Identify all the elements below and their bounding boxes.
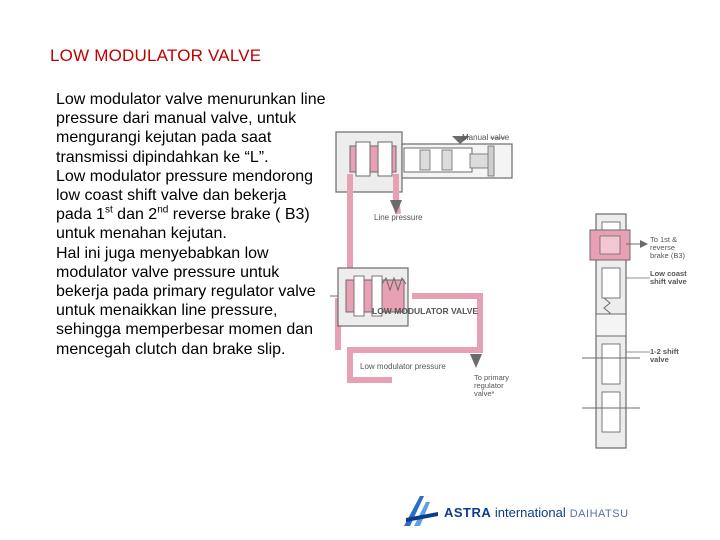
label-to-brake-line-3: brake (B3): [650, 251, 686, 260]
logo-international: international: [491, 505, 566, 520]
label-shift12-line-1: 1-2 shift: [650, 347, 679, 356]
superscript-nd: nd: [157, 204, 169, 216]
label-to-brake-line-2: reverse: [650, 243, 676, 252]
label-low-modulator-pressure: Low modulator pressure: [360, 362, 446, 371]
label-shift12-line-2: valve: [650, 355, 669, 364]
paragraph-1: Low modulator valve menurunkan line pressure dari manual valve, untuk mengurangi kejutan pada saat transmissi dipindahkan ke “L”.: [56, 91, 326, 166]
label-low-coast-line-1: Low coast: [650, 269, 687, 278]
astra-daihatsu-logo: [400, 488, 720, 534]
logo-wordmark: [444, 505, 629, 520]
label-to-brake-line-1: To 1st &: [650, 235, 678, 244]
paragraph-2-part-2: dan 2: [112, 206, 158, 224]
to-primary-arrow: [470, 354, 482, 368]
superscript-st: st: [104, 204, 113, 216]
label-to-primary-line-3: valve*: [474, 389, 495, 398]
body-text: [56, 90, 326, 359]
slide-title: LOW MODULATOR VALVE: [50, 46, 262, 65]
label-low-modulator-valve: LOW MODULATOR VALVE: [372, 306, 479, 316]
paragraph-3: Hal ini juga menyebabkan low modulator valve pressure untuk bekerja pada primary regulator valve untuk menaikkan line pressure, sehingga memperbesar momen dan mencegah clutch dan brake slip.: [56, 244, 316, 358]
logo-astra: ASTRA: [444, 505, 492, 520]
paragraph-2-part-3: reverse brake ( B3) untuk menahan kejutan.: [56, 206, 310, 243]
to-brake-arrow: [640, 240, 648, 248]
label-manual-valve: Manual valve: [462, 133, 510, 142]
label-line-pressure: Line pressure: [374, 213, 423, 222]
low-modulator-valve-body: [330, 268, 408, 326]
paragraph-2: [56, 167, 326, 244]
paragraph-2-part-1: Low modulator pressure mendorong low coast shift valve dan bekerja pada 1: [56, 167, 314, 224]
label-low-coast-line-2: shift valve: [650, 277, 687, 286]
astra-logo-icon: [400, 492, 442, 532]
valve-column: [582, 214, 648, 448]
label-to-primary-line-1: To primary: [474, 373, 510, 382]
logo-daihatsu: DAIHATSU: [569, 508, 629, 520]
label-to-primary-line-2: regulator: [474, 381, 504, 390]
hydraulic-diagram: [320, 118, 720, 458]
